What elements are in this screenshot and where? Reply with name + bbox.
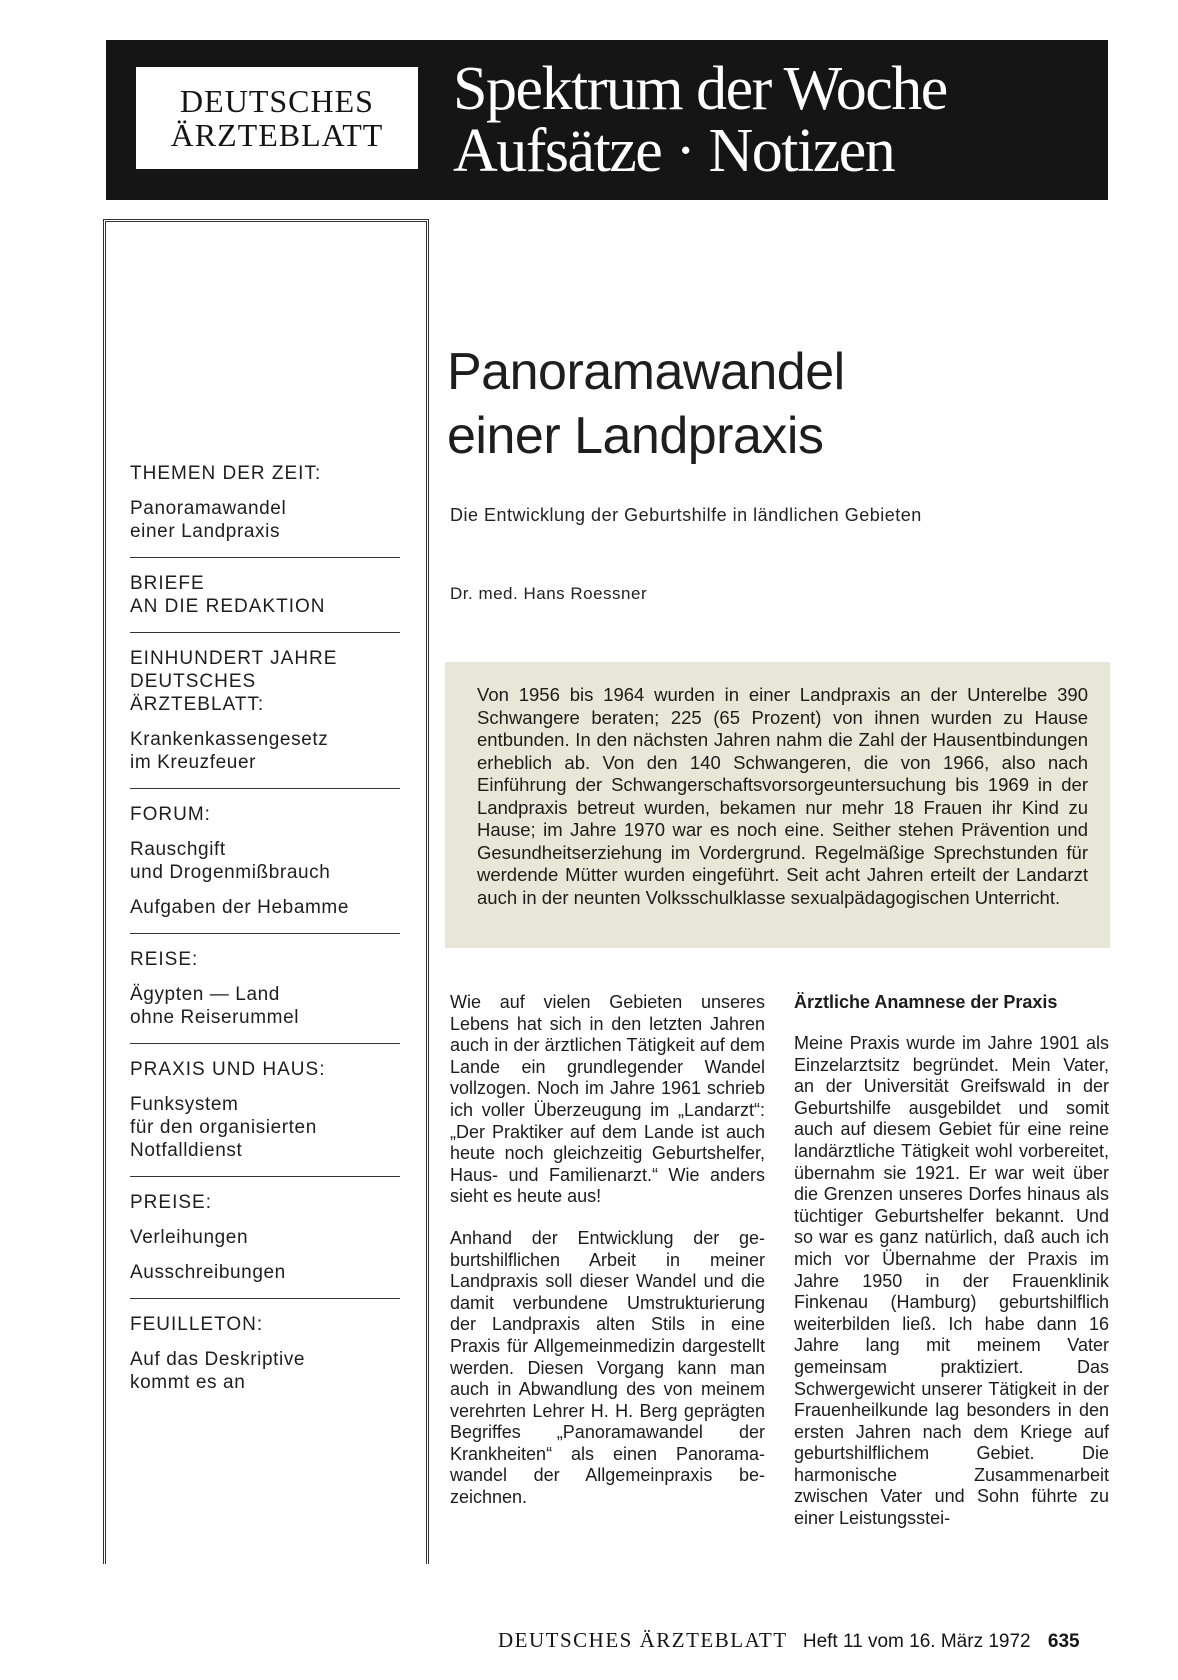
sidebar-section: [130, 462, 400, 557]
body-column-right: [794, 992, 1109, 1550]
contents-sidebar: [130, 462, 400, 1408]
sidebar-section: [130, 632, 400, 788]
logo-line-2: ÄRZTEBLATT: [170, 117, 384, 153]
sidebar-item[interactable]: Ägypten — Land ohne Reiserummel: [130, 984, 300, 1028]
sidebar-heading[interactable]: BRIEFE AN DIE REDAKTION: [130, 573, 326, 617]
sidebar-item[interactable]: Rauschgift und Drogenmißbrauch: [130, 839, 331, 883]
body-paragraph: Anhand der Entwicklung der geburtshilflichen Arbeit in meiner Landpraxis soll dieser Wandel und die damit verbundene Umstrukturierung der Landpraxis alten Stils in eine Praxis für Allgemeinmedizin dargestellt werden. Diesen Vorgang kann man auch in Abwandlung des von meinem verehrten Lehrer H. H. Berg geprägten Begriffes „Panoramawandel der Krankheiten“ als einen Panoramawandel der Allgemeinpraxis bezeichnen.: [450, 1227, 765, 1508]
section-title-line-1: Spektrum der Woche: [453, 55, 947, 123]
sidebar-item[interactable]: Aufgaben der Hebamme: [130, 897, 350, 918]
sidebar-section: [130, 1298, 400, 1408]
sidebar-item[interactable]: Krankenkassengesetz im Kreuzfeuer: [130, 729, 329, 773]
sidebar-item[interactable]: Ausschreibungen: [130, 1262, 286, 1283]
sidebar-section: [130, 1043, 400, 1176]
sidebar-heading: FORUM:: [130, 804, 211, 825]
sidebar-section: [130, 1176, 400, 1298]
body-column-left: [450, 992, 765, 1529]
article-author: Dr. med. Hans Roessner: [450, 584, 648, 603]
sidebar-section: [130, 557, 400, 632]
sidebar-heading: REISE:: [130, 949, 199, 970]
lead-abstract: Von 1956 bis 1964 wurden in einer Landpraxis an der Unterelbe 390 Schwangere beraten; 225 (65 Prozent) von ihnen wurden zu Hause entbunden. In den nächsten Jahren nahm die Zahl der Hausentbindungen erheblich ab. Von den 140 Schwangeren, die von 1966, also nach Einführung der Schwangerschaftsvorsorgeuntersuchung bis 1969 in der Landpraxis betreut wurden, bekamen nur mehr 18 Frauen ihr Kind zu Hause; im Jahre 1970 war es noch eine. Seither stehen Prävention und Gesundheitserziehung im Vordergrund. Regelmäßige Sprechstunden für werdende Mütter wurden eingeführt. Seit acht Jahren erteilt der Landarzt auch in der neunten Volksschulklasse sexualpädagogischen Unterricht.: [445, 662, 1110, 948]
sidebar-item[interactable]: Verleihungen: [130, 1227, 249, 1248]
sidebar-heading: PRAXIS UND HAUS:: [130, 1059, 326, 1080]
journal-logo: [136, 67, 418, 169]
footer-journal: DEUTSCHES ÄRZTEBLATT: [498, 1628, 788, 1652]
sidebar-heading: EINHUNDERT JAHRE DEUTSCHES ÄRZTEBLATT:: [130, 648, 338, 715]
sidebar-item[interactable]: Auf das Deskriptive kommt es an: [130, 1349, 306, 1393]
sidebar-heading: THEMEN DER ZEIT:: [130, 463, 322, 484]
sidebar-heading: FEUILLETON:: [130, 1314, 264, 1335]
footer-issue: Heft 11 vom 16. März 1972: [802, 1631, 1031, 1652]
page-footer: [498, 1628, 1080, 1653]
sidebar-item[interactable]: Funksystem für den organisierten Notfalldienst: [130, 1094, 317, 1161]
sidebar-section: [130, 788, 400, 933]
article-title-line-1: Panoramawandel: [447, 343, 845, 401]
section-title: [453, 55, 947, 185]
article-subtitle: Die Entwicklung der Geburtshilfe in ländlichen Gebieten: [450, 505, 922, 525]
article-title: [447, 340, 1087, 468]
sidebar-section: [130, 933, 400, 1043]
page-number: 635: [1047, 1631, 1080, 1652]
section-heading: Ärztliche Anamnese der Praxis: [794, 992, 1058, 1012]
body-paragraph: Wie auf vielen Gebieten unseres Lebens hat sich in den letzten Jahren auch in der ärztlichen Tätigkeit auf dem Lande ein grundlegender Wandel vollzogen. Noch im Jahre 1961 schrieb ich voller Überzeugung im „Landarzt“: „Der Praktiker auf dem Lande ist auch heute noch gleichzeitig Geburtshelfer, Haus- und Familienarzt.“ Wie anders sieht es heute aus!: [450, 992, 765, 1207]
body-paragraph: Meine Praxis wurde im Jahre 1901 als Einzelarztsitz begründet. Mein Vater, an der Universität Greifswald in der Geburtshilfe ausgebildet und somit auch auf diesem Gebiet für eine reine landärztliche Tätigkeit wohl vorbereitet, übernahm sie 1921. Er war weit über die Grenzen unseres Dorfes hinaus als tüchtiger Geburtshelfer bekannt. Und so war es ganz natürlich, daß auch ich mich vor Übernahme der Praxis im Jahre 1950 in der Frauenklinik Finkenau (Hamburg) geburtshilflich weiterbilden ließ. Ich habe dann 16 Jahre lang mit meinem Vater gemeinsam praktiziert. Das Schwergewicht unserer Tätigkeit in der Frauenheilkunde lag besonders in den ersten Jahren nach dem Kriege auf geburtshilflichem Gebiet. Die harmonische Zusammenarbeit zwischen Vater und Sohn führte zu einer Leistungsstei-: [794, 1033, 1109, 1529]
sidebar-heading: PREISE:: [130, 1192, 212, 1213]
logo-line-1: DEUTSCHES: [180, 83, 374, 119]
sidebar-item[interactable]: Panoramawandel einer Landpraxis: [130, 498, 287, 542]
article-title-line-2: einer Landpraxis: [447, 407, 824, 465]
masthead: [106, 40, 1108, 200]
section-title-line-2: Aufsätze · Notizen: [453, 117, 895, 185]
